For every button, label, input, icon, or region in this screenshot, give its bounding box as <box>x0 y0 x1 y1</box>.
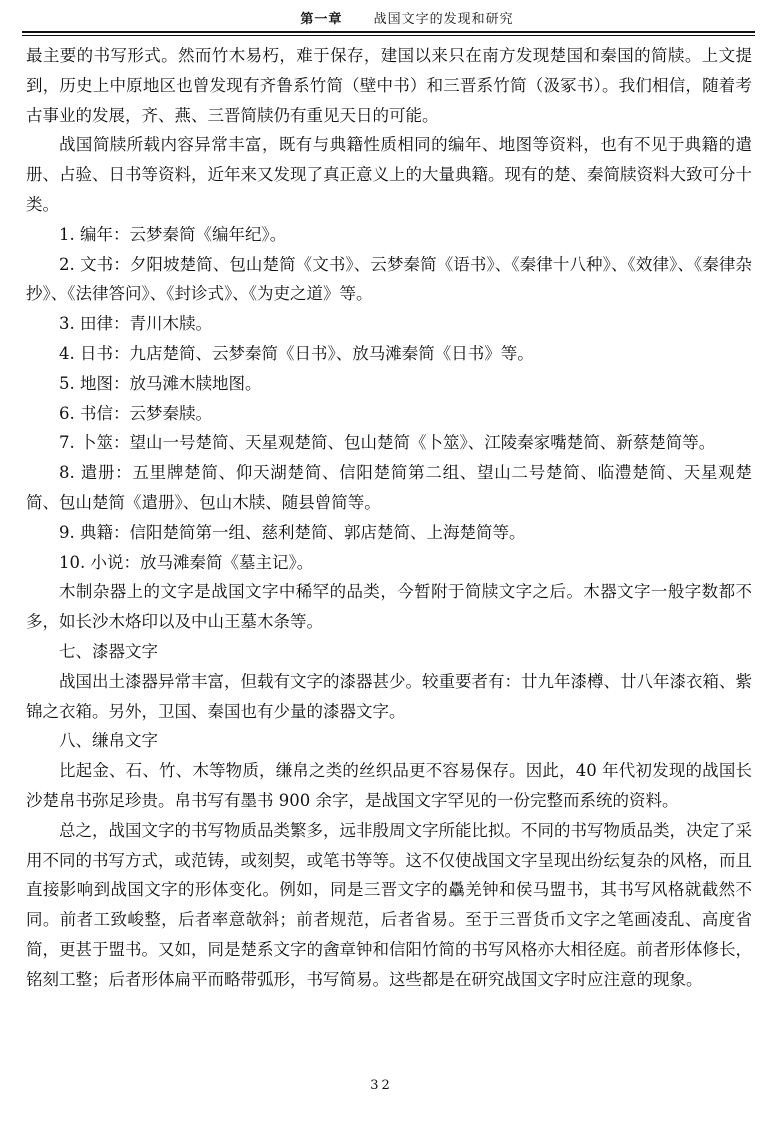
list-item: 5. 地图：放马滩木牍地图。 <box>59 373 262 393</box>
paragraph-summary: 总之，战国文字的书写物质品类繁多，远非殷周文字所能比拟。不同的书写物质品类，决定了采用不同的书写方式，或范铸，或刻契，或笔书等等。这不仅使战国文字呈现出纷纭复杂的风格，而且直接影响到战国文字的形体变化。例如，同是三晋文字的驫羌钟和侯马盟书，其书写风格就截然不同。前者工致峻整，后者率意欹斜；前者规范，后者省易。至于三晋货币文字之笔画凌乱、高度省简，更甚于盟书。又如，同是楚系文字的酓章钟和信阳竹简的书写风格亦大相径庭。前者形体修长，铭刻工整；后者形体扁平而略带弧形，书写简易。这些都是在研究战国文字时应注意的现象。 <box>26 820 752 989</box>
list-item: 9. 典籍：信阳楚简第一组、慈利楚简、郭店楚简、上海楚简等。 <box>59 522 526 542</box>
list-item: 8. 遣册：五里牌楚简、仰天湖楚简、信阳楚简第二组、望山二号楚简、临澧楚简、天星观楚简、包山楚简《遣册》、包山木牍、随县曾简等。 <box>26 463 752 512</box>
paragraph-lacquer: 战国出土漆器异常丰富，但载有文字的漆器甚少。较重要者有：廿九年漆樽、廿八年漆衣箱、紫锦之衣箱。另外，卫国、秦国也有少量的漆器文字。 <box>26 671 752 721</box>
section-heading-silk: 八、缣帛文字 <box>59 731 158 751</box>
page-body <box>26 41 752 995</box>
list-item: 1. 编年：云梦秦简《编年纪》。 <box>59 224 287 244</box>
section-heading-lacquer: 七、漆器文字 <box>59 641 158 661</box>
list-item: 3. 田律：青川木牍。 <box>59 314 212 334</box>
list-item: 7. 卜筮：望山一号楚简、天星观楚简、包山楚简《卜筮》、江陵秦家嘴楚简、新蔡楚简等。 <box>59 433 716 453</box>
paragraph-wood-objects: 木制杂器上的文字是战国文字中稀罕的品类，今暂附于简牍文字之后。木器文字一般字数都不多，如长沙木烙印以及中山王墓木条等。 <box>26 582 752 632</box>
chapter-label: 第一章 <box>300 12 343 27</box>
list-item: 4. 日书：九店楚简、云梦秦简《日书》、放马滩秦简《日书》等。 <box>59 343 534 363</box>
running-header <box>62 8 752 27</box>
paragraph-continuation: 最主要的书写形式。然而竹木易朽，难于保存，建国以来只在南方发现楚国和秦国的简牍。上文提到，历史上中原地区也曾发现有齐鲁系竹简（壁中书）和三晋系竹简（汲冢书）。我们相信，随着考古事业的发展，齐、燕、三晋简牍仍有重见天日的可能。 <box>26 46 752 125</box>
paragraph-intro: 战国简牍所载内容异常丰富，既有与典籍性质相同的编年、地图等资料，也有不见于典籍的遣册、占验、日书等资料，近年来又发现了真正意义上的大量典籍。现有的楚、秦简牍资料大致可分十类。 <box>26 135 752 214</box>
page-number: 32 <box>370 1078 393 1093</box>
header-rule-thin <box>22 35 755 36</box>
chapter-title: 战国文字的发现和研究 <box>373 12 514 27</box>
list-item: 6. 书信：云梦秦牍。 <box>59 403 212 423</box>
header-rule-thick <box>22 31 755 33</box>
paragraph-silk: 比起金、石、竹、木等物质，缣帛之类的丝织品更不容易保存。因此，40 年代初发现的战国长沙楚帛书弥足珍贵。帛书写有墨书 900 余字，是战国文字罕见的一份完整而系统的资料。 <box>26 761 752 810</box>
list-item: 10. 小说：放马滩秦简《墓主记》。 <box>59 552 314 572</box>
list-item: 2. 文书：夕阳坡楚简、包山楚简《文书》、云梦秦简《语书》、《秦律十八种》、《效律》、《秦律杂抄》、《法律答问》、《封诊式》、《为吏之道》等。 <box>26 254 752 304</box>
